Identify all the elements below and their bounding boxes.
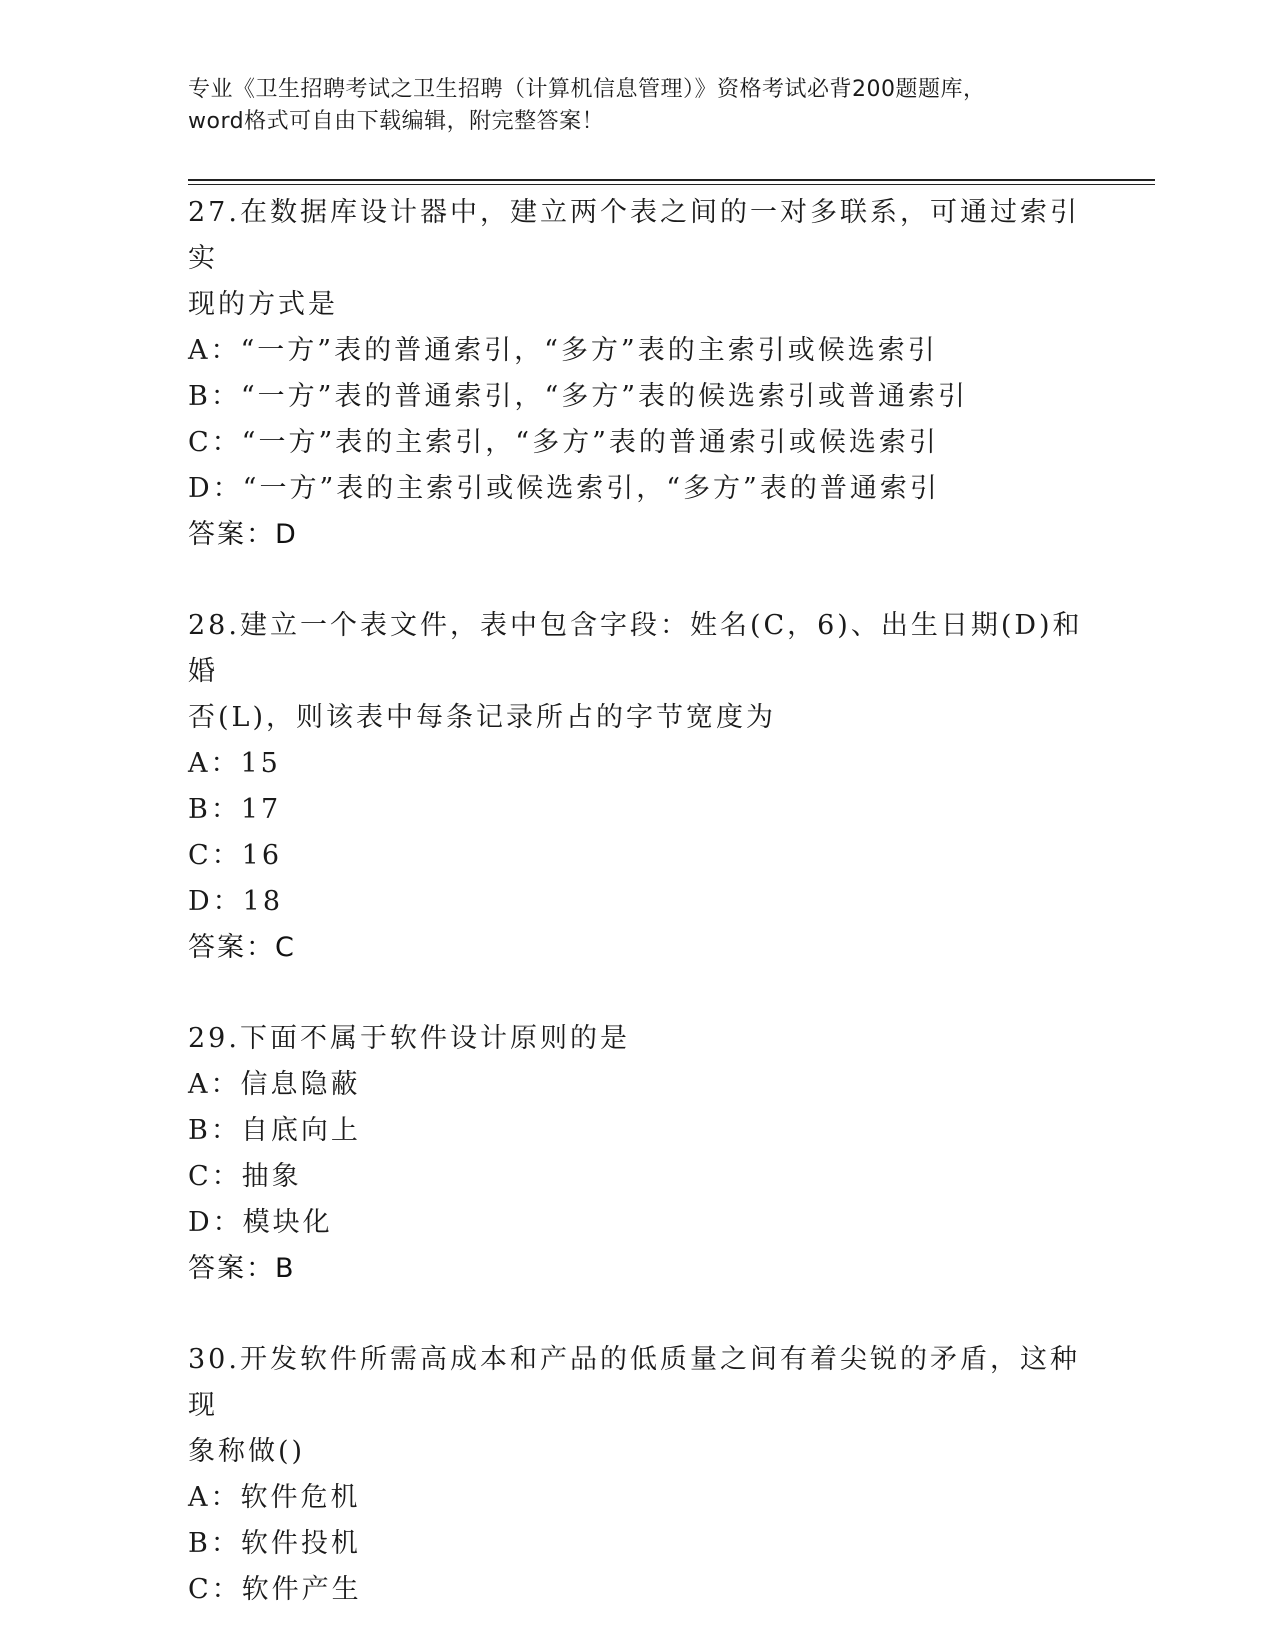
option-d: D：模块化 xyxy=(188,1207,333,1238)
question-stem-line: 27.在数据库设计器中，建立两个表之间的一对多联系，可通过索引实 xyxy=(188,197,1080,274)
option-c: C：16 xyxy=(188,840,283,871)
header-title-line-1: 专业《卫生招聘考试之卫生招聘（计算机信息管理）》资格考试必背200题题库， xyxy=(188,77,986,102)
option-a: A：“一方”表的普通索引，“多方”表的主索引或候选索引 xyxy=(188,335,938,366)
option-c: C：软件产生 xyxy=(188,1574,362,1605)
header-divider-thin xyxy=(188,184,1155,185)
question-stem-line: 30.开发软件所需高成本和产品的低质量之间有着尖锐的矛盾，这种现 xyxy=(188,1344,1080,1421)
question-27 xyxy=(188,190,1088,558)
option-c: C：抽象 xyxy=(188,1161,302,1192)
question-stem-line: 象称做() xyxy=(188,1436,306,1467)
option-d: D：“一方”表的主索引或候选索引，“多方”表的普通索引 xyxy=(188,473,940,504)
header-title-line-2: word格式可自由下载编辑，附完整答案！ xyxy=(188,109,605,134)
option-b: B：“一方”表的普通索引，“多方”表的候选索引或普通索引 xyxy=(188,381,969,412)
option-b: B：自底向上 xyxy=(188,1115,361,1146)
question-list xyxy=(188,190,1088,1613)
option-d: D：18 xyxy=(188,886,284,917)
question-29 xyxy=(188,1016,1088,1292)
option-b: B：软件投机 xyxy=(188,1528,361,1559)
option-a: A：软件危机 xyxy=(188,1482,361,1513)
document-header xyxy=(188,74,1088,138)
question-spacer xyxy=(188,558,1088,603)
question-stem-line: 28.建立一个表文件，表中包含字段：姓名(C，6)、出生日期(D)和婚 xyxy=(188,610,1083,687)
answer: 答案：C xyxy=(188,932,296,963)
question-28 xyxy=(188,603,1088,971)
question-stem-line: 29.下面不属于软件设计原则的是 xyxy=(188,1023,630,1054)
option-a: A：信息隐蔽 xyxy=(188,1069,361,1100)
header-divider-thick xyxy=(188,179,1155,181)
answer: 答案：B xyxy=(188,1253,296,1284)
answer: 答案：D xyxy=(188,519,298,550)
option-a: A：15 xyxy=(188,748,281,779)
question-spacer xyxy=(188,971,1088,1016)
option-b: B：17 xyxy=(188,794,282,825)
question-stem-line: 现的方式是 xyxy=(188,289,338,320)
question-spacer xyxy=(188,1292,1088,1337)
question-30 xyxy=(188,1337,1088,1613)
option-c: C：“一方”表的主索引，“多方”表的普通索引或候选索引 xyxy=(188,427,939,458)
question-stem-line: 否(L)，则该表中每条记录所占的字节宽度为 xyxy=(188,702,776,733)
